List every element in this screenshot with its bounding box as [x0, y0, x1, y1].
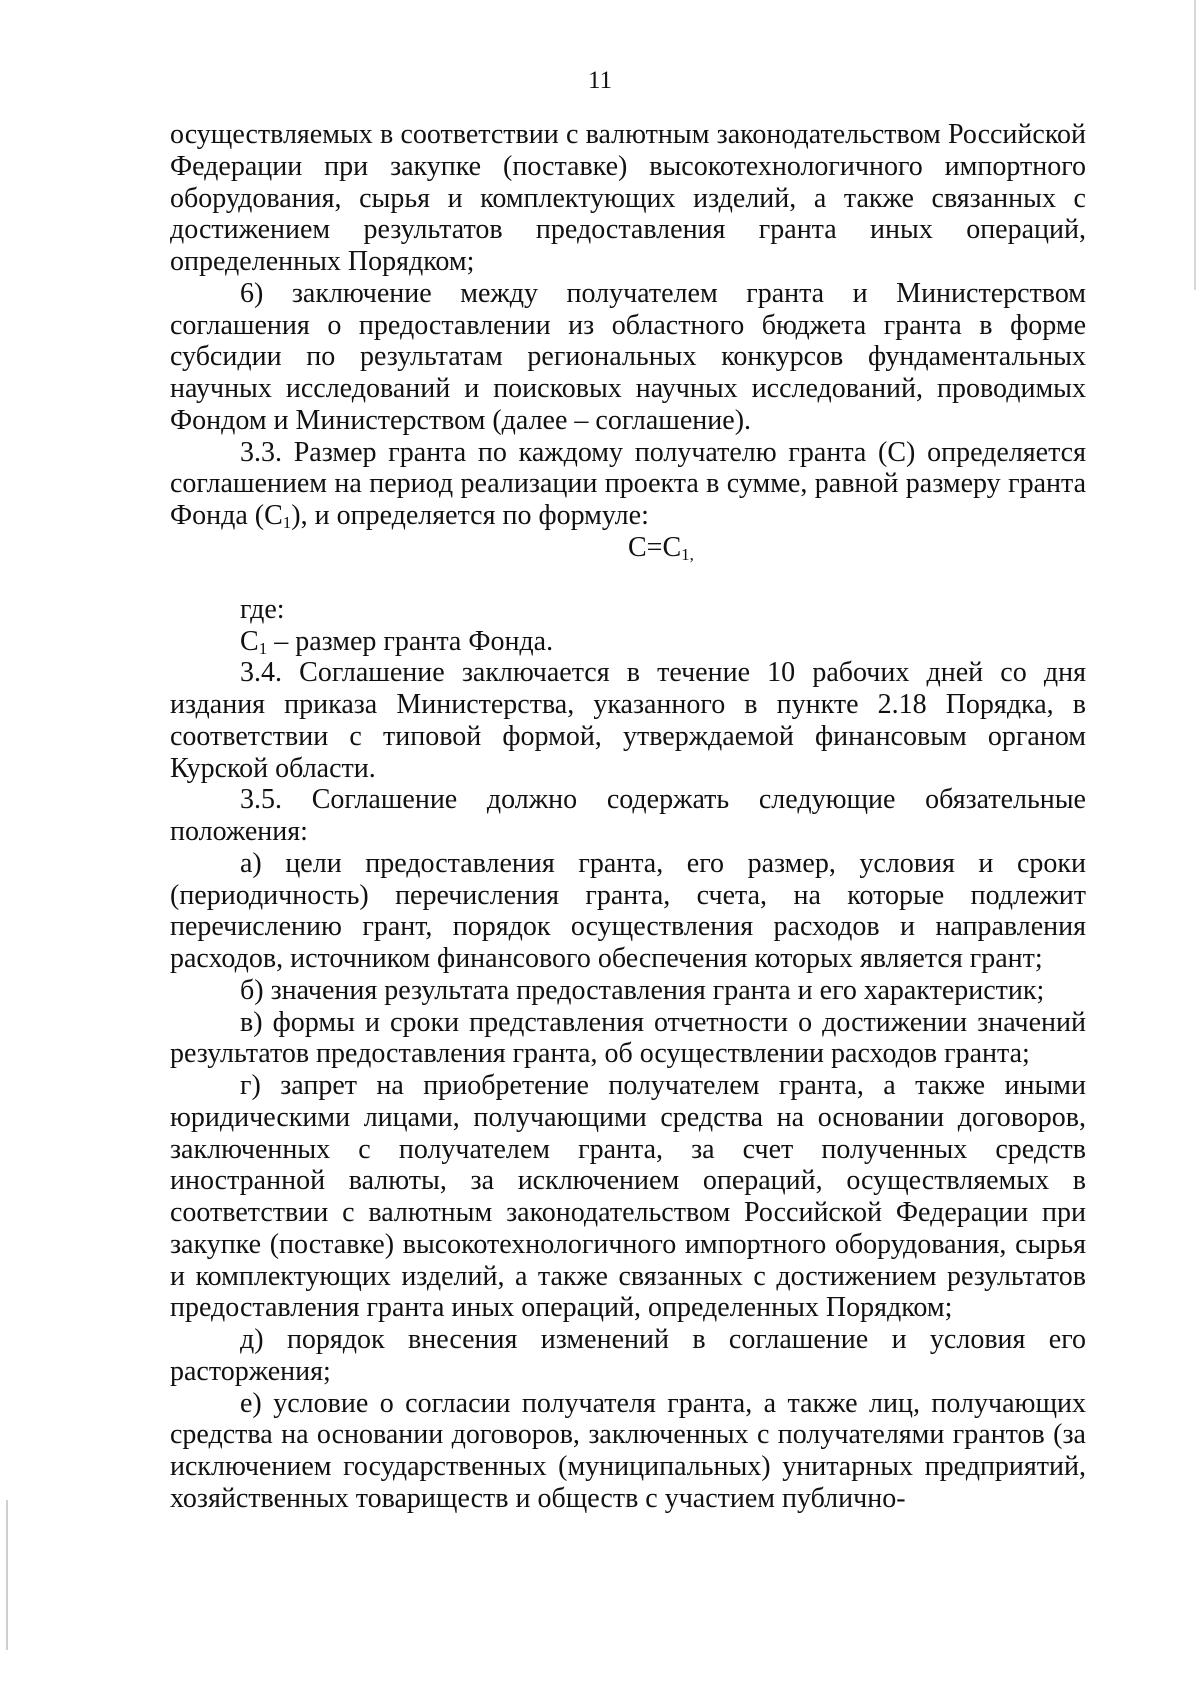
formula-subscript: 1,: [681, 544, 694, 564]
definition-symbol: С: [240, 625, 259, 657]
paragraph-item-e: е) условие о согласии получателя гранта, а также лиц, получающих средства на основании договоров, заключенных с получателями грантов (за исключением государственных (муниципальных) унитарных предприятий, хозяйственных товариществ и обществ с участием публично-: [170, 1387, 1086, 1514]
paragraph-3-5: 3.5. Соглашение должно содержать следующие обязательные положения:: [170, 784, 1086, 847]
paragraph-item-v: в) формы и сроки представления отчетности о достижении значений результатов предоставления гранта, об осуществлении расходов гранта;: [170, 1006, 1086, 1070]
formula-expression: С=С: [628, 531, 682, 563]
paragraph-3-3: [170, 437, 1086, 532]
document-body: [170, 119, 1086, 1515]
paragraph-3-3-text: 3.3. Размер гранта по каждому получателю гранта (С) определяется соглашением на период реализации проекта в сумме, равной размеру гранта Фонда (С: [170, 436, 1086, 531]
paragraph-3-3-text-end: ), и определяется по формуле:: [291, 500, 649, 531]
paragraph-item-b: б) значения результата предоставления гранта и его характеристик;: [240, 974, 1045, 1006]
scan-edge-mark: [6, 1500, 8, 1650]
definition-subscript: 1: [258, 638, 268, 658]
subscript: 1: [282, 513, 292, 532]
formula: [170, 532, 1086, 594]
page-number: 11: [587, 67, 613, 94]
paragraph-item-6: 6) заключение между получателем гранта и Министерством соглашения о предоставлении из областного бюджета гранта в форме субсидии по результатам региональных конкурсов фундаментальных научных исследований и поисковых научных исследований, проводимых Фондом и Министерством (далее – соглашение).: [170, 277, 1086, 436]
paragraph-item-g: г) запрет на приобретение получателем гранта, а также иными юридическими лицами, получающими средства на основании договоров, заключенных с получателем гранта, за счет полученных средств иностранной валюты, за исключением операций, осуществляемых в соответствии с валютным законодательством Российской Федерации при закупке (поставке) высокотехнологичного импортного оборудования, сырья и комплектующих изделий, а также связанных с достижением результатов предоставления гранта иных операций, определенных Порядком;: [170, 1070, 1086, 1324]
paragraph-item-d: д) порядок внесения изменений в соглашение и условия его расторжения;: [170, 1324, 1086, 1387]
paragraph-item-a: а) цели предоставления гранта, его размер, условия и сроки (периодичность) перечисления гранта, счета, на которые подлежит перечислению грант, порядок осуществления расходов и направления расходов, источником финансового обеспечения которых является грант;: [170, 847, 1086, 974]
paragraph-3-4: 3.4. Соглашение заключается в течение 10 рабочих дней со дня издания приказа Министерства, указанного в пункте 2.18 Порядка, в соответствии с типовой формой, утверждаемой финансовым органом Курской области.: [170, 657, 1086, 784]
paragraph-continued: осуществляемых в соответствии с валютным законодательством Российской Федерации при закупке (поставке) высокотехнологичного импортного оборудования, сырья и комплектующих изделий, а также связанных с достижением результатов предоставления гранта иных операций, определенных Порядком;: [170, 119, 1086, 277]
definition-c1: [170, 626, 1086, 658]
definition-text: – размер гранта Фонда.: [267, 625, 554, 657]
where-label: где:: [240, 593, 285, 625]
scan-edge-mark: [1194, 0, 1196, 290]
